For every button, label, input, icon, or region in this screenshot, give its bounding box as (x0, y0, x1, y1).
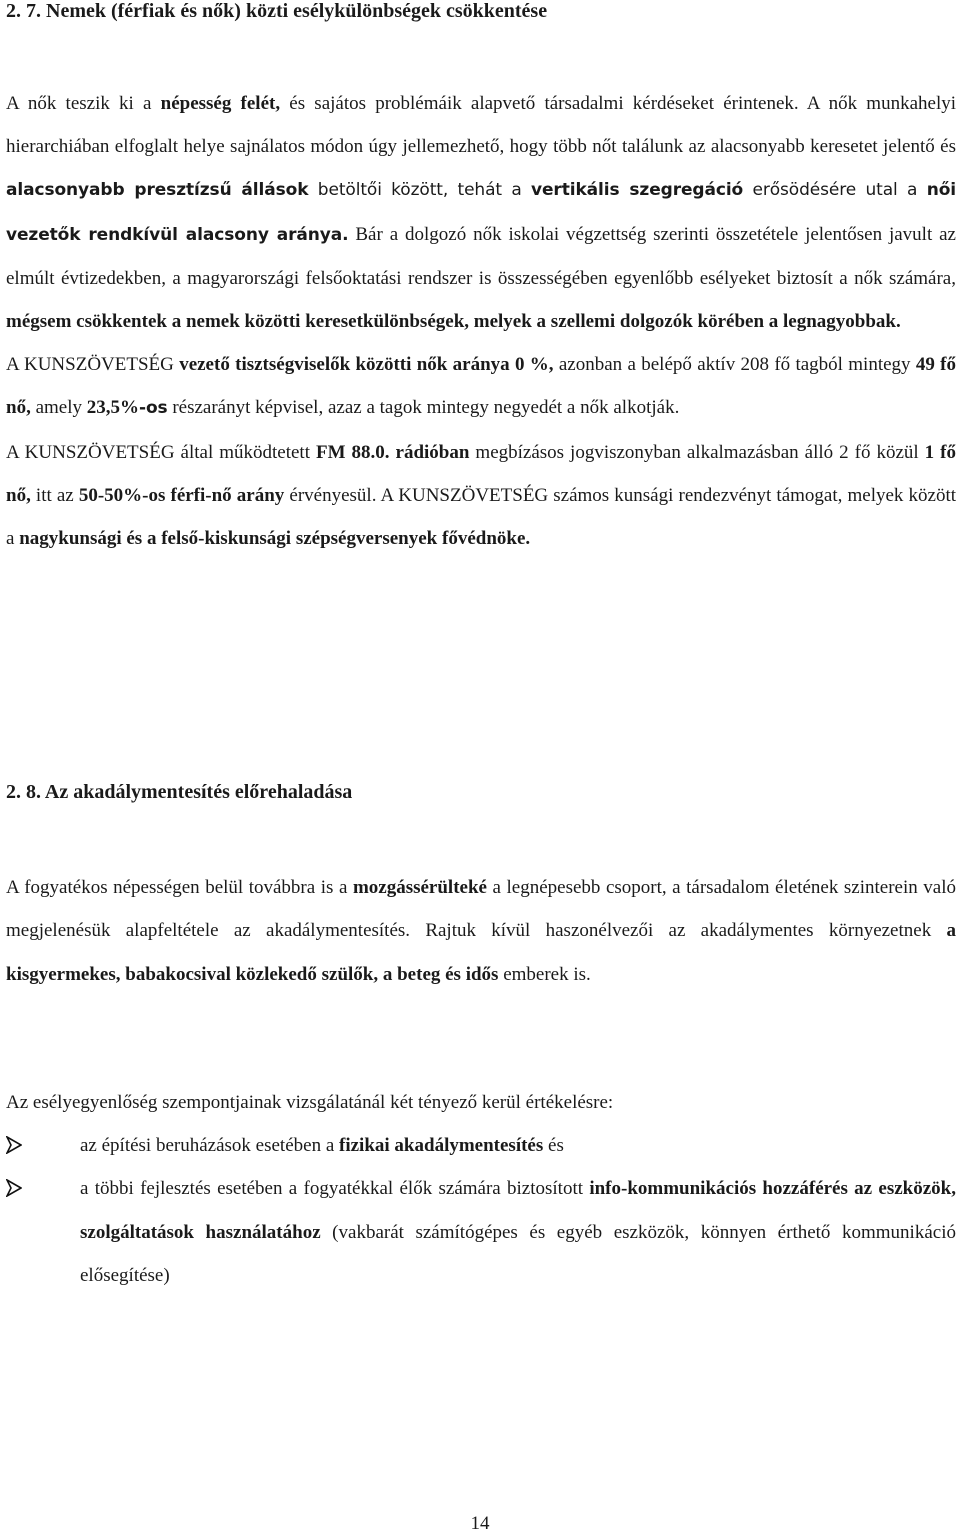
paragraph-gender-equality: A nők teszik ki a népesség felét, és sajátos problémáik alapvető társadalmi kérdéseket érintenek. A nők munkahelyi hierarchiában elfoglalt helye sajnálatos módon úgy jellemezhető, hogy több nőt találunk az alacsonyabb keresetet jelentő és alacsonyabb presztízsű állások betöltői között, tehát a vertikális szegregáció erősödésére utal a női vezetők rendkívül alacsony aránya. Bár a dolgozó nők iskolai végzettség szerinti összetétele jelentősen javult az elmúlt évtizedekben, a magyarországi felsőoktatási rendszer is összességében egyenlőbb esélyeket biztosít a nők számára, mégsem csökkentek a nemek közötti keresetkülönbségek, melyek a szellemi dolgozók körében a legnagyobbak. A KUNSZÖVETSÉG vezető tisztségviselők közötti nők aránya 0 %, azonban a belépő aktív 208 fő tagból mintegy 49 fő nő, amely 23,5%-os részarányt képvisel, azaz a tagok mintegy negyedét a nők alkotják. A KUNSZÖVETSÉG által működtetett FM 88.0. rádióban megbízásos jogviszonyban alkalmazásban álló 2 fő közül 1 fő nő, itt az 50-50%-os férfi-nő arány érvényesül. A KUNSZÖVETSÉG számos kunsági rendezvényt támogat, melyek között a nagykunsági és a felső-kiskunsági szépségversenyek fővédnöke. (6, 93, 957, 550)
list-item: a többi fejlesztés esetében a fogyatékkal élők számára biztosított info-kommunikációs hozzáférés az eszközök, szolgáltatások használatához (vakbarát számítógépes és egyéb eszközök, könnyen érthető kommunikáció elősegítése) (6, 1167, 956, 1297)
list-item: az építési beruházások esetében a fizikai akadálymentesítés és (6, 1124, 956, 1167)
paragraph-intro-criteria: Az esélyegyenlőség szempontjainak vizsgálatánál két tényező kerül értékelésre: (6, 1092, 614, 1113)
page-number: 14 (470, 1513, 490, 1534)
criteria-list (6, 1124, 956, 1297)
section-heading-2-8: 2. 8. Az akadálymentesítés előrehaladása (6, 781, 353, 803)
section-heading-2-7: 2. 7. Nemek (férfiak és nők) közti esélykülönbségek csökkentése (6, 0, 548, 22)
arrowhead-bullet-icon (6, 1124, 30, 1167)
paragraph-accessibility: A fogyatékos népességen belül továbbra is a mozgássérülteké a legnépesebb csoport, a társadalom életének szinterein való megjelenésük alapfeltétele az akadálymentesítés. Rajtuk kívül haszonélvezői az akadálymentes környezetnek a kisgyermekes, babakocsival közlekedő szülők, a beteg és idős emberek is. (6, 877, 956, 985)
arrowhead-bullet-icon (6, 1167, 30, 1210)
